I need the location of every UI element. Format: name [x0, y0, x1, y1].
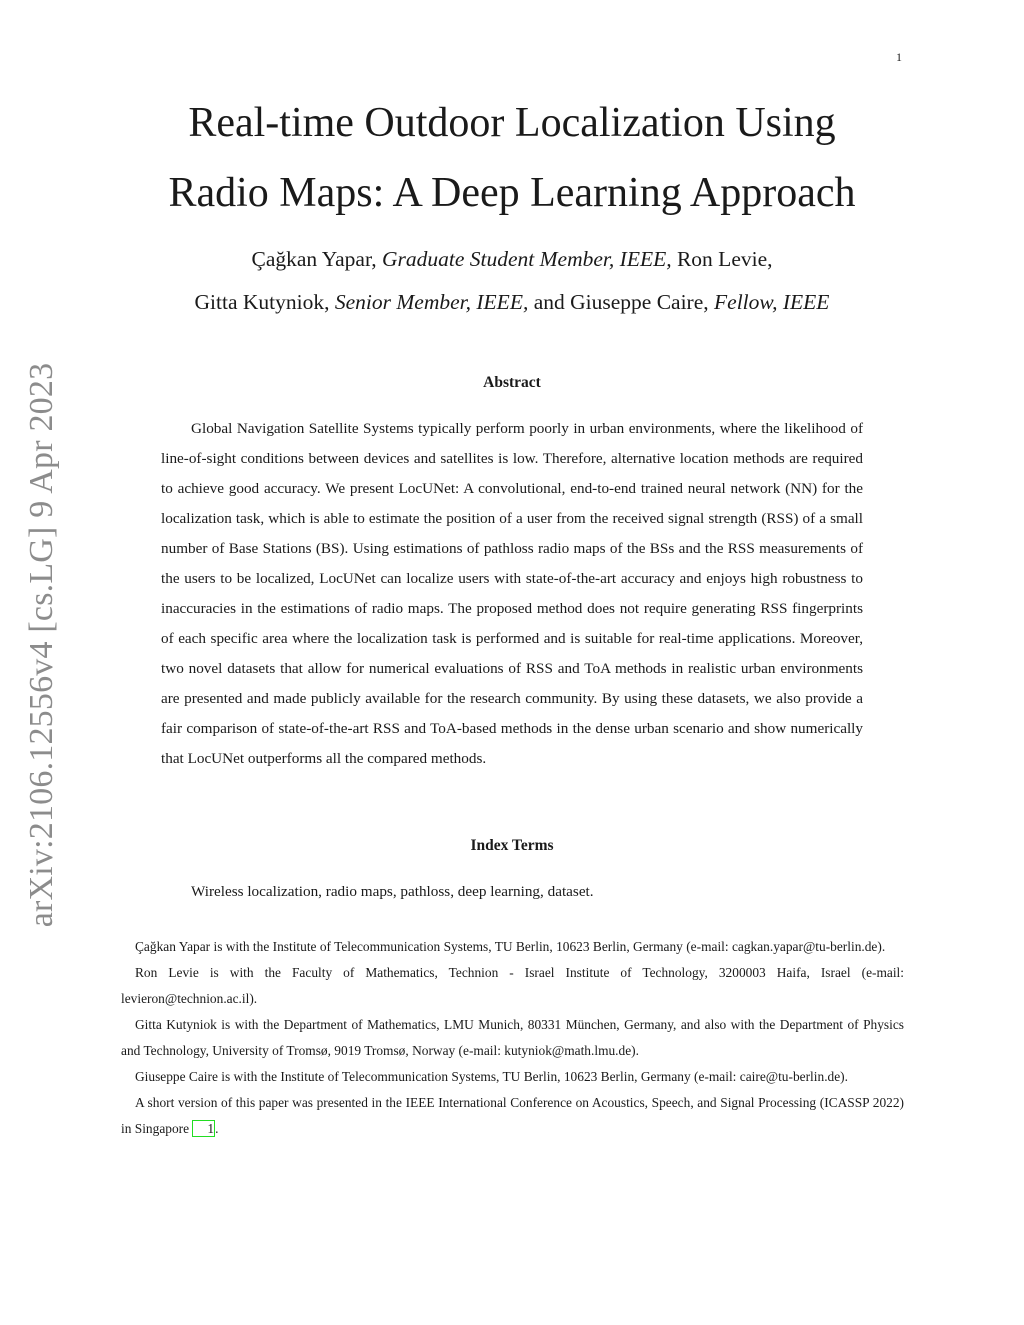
title-line-1: Real-time Outdoor Localization Using — [188, 100, 836, 146]
author-kutyniok-role: Senior Member, IEEE, — [334, 290, 529, 314]
author-list — [0, 238, 1024, 324]
footnote-levie: Ron Levie is with the Faculty of Mathematics, Technion - Israel Institute of Technology, 3200003 Haifa, Israel (e-mail: levieron@technion.ac.il). — [121, 965, 904, 1006]
author-yapar: Çağkan Yapar, — [251, 247, 377, 271]
footnote-short-version — [121, 1090, 904, 1142]
author-levie: Ron Levie, — [676, 247, 773, 271]
paper-title — [0, 88, 1024, 228]
arxiv-identifier-stamp: arXiv:2106.12556v4 [cs.LG] 9 Apr 2023 — [23, 362, 60, 928]
citation-link[interactable]: 1 — [192, 1120, 215, 1137]
index-terms-heading: Index Terms — [470, 837, 554, 854]
author-kutyniok: Gitta Kutyniok, — [194, 290, 330, 314]
footnote-caire: Giuseppe Caire is with the Institute of Telecommunication Systems, TU Berlin, 10623 Berlin, Germany (e-mail: caire@tu-berlin.de). — [135, 1069, 848, 1084]
author-caire-role: Fellow, IEEE — [714, 290, 830, 314]
footnote-kutyniok: Gitta Kutyniok is with the Department of Mathematics, LMU Munich, 80331 München, Germany, and also with the Department of Physics and Technology, University of Tromsø, 9019 Tromsø, Norway (e-mail: kutyniok@math.lmu.de). — [121, 1017, 904, 1058]
footnote-yapar: Çağkan Yapar is with the Institute of Telecommunication Systems, TU Berlin, 10623 Berlin, Germany (e-mail: cagkan.yapar@tu-berlin.de). — [135, 939, 886, 954]
index-terms-text: Wireless localization, radio maps, pathloss, deep learning, dataset. — [191, 883, 594, 900]
page-number: 1 — [896, 50, 902, 64]
footnote-short-version-text: A short version of this paper was presented in the IEEE International Conference on Acoustics, Speech, and Signal Processing (ICASSP 2022) in Singapore — [121, 1095, 904, 1136]
author-footnotes — [121, 934, 904, 1142]
author-caire: and Giuseppe Caire, — [533, 290, 709, 314]
footnote-short-version-end: . — [215, 1121, 219, 1136]
abstract-heading: Abstract — [483, 374, 541, 391]
title-line-2: Radio Maps: A Deep Learning Approach — [168, 170, 856, 216]
author-yapar-role: Graduate Student Member, IEEE, — [382, 247, 672, 271]
abstract-text: Global Navigation Satellite Systems typically perform poorly in urban environments, where the likelihood of line-of-sight conditions between devices and satellites is low. Therefore, alternative location methods are required to achieve good accuracy. We present LocUNet: A convolutional, end-to-end trained neural network (NN) for the localization task, which is able to estimate the position of a user from the received signal strength (RSS) of a small number of Base Stations (BS). Using estimations of pathloss radio maps of the BSs and the RSS measurements of the users to be localized, LocUNet can localize users with state-of-the-art accuracy and enjoys high robustness to inaccuracies in the estimations of radio maps. The proposed method does not require generating RSS fingerprints of each specific area where the localization task is performed and is suitable for real-time applications. Moreover, two novel datasets that allow for numerical evaluations of RSS and ToA methods in realistic urban environments are presented and made publicly available for the research community. By using these datasets, we also provide a fair comparison of state-of-the-art RSS and ToA-based methods in the dense urban scenario and show numerically that LocUNet outperforms all the compared methods. — [161, 420, 863, 767]
